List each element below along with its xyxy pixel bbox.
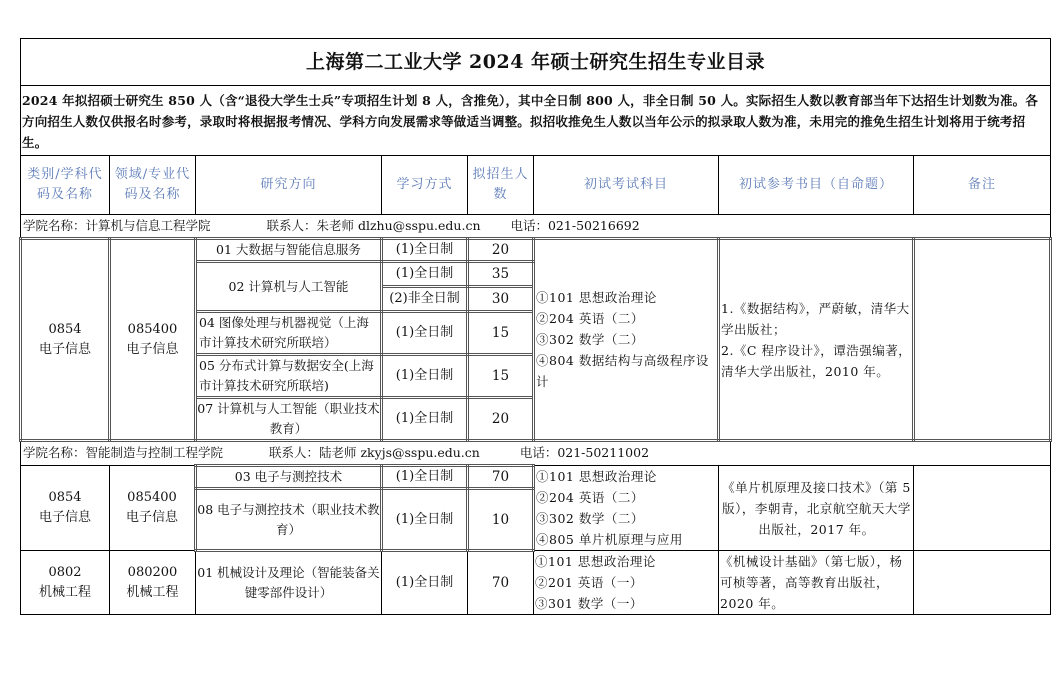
direction-cell: 04 图像处理与机器视觉（上海市计算技术研究所联培） (196, 312, 382, 355)
direction-cell: 02 计算机与人工智能 (196, 262, 382, 312)
mode-cell: (1)全日制 (382, 239, 468, 262)
quota-cell: 70 (468, 466, 534, 489)
catalog-table (19, 38, 1052, 615)
exam-subject: ①101 思想政治理论 (536, 290, 657, 305)
quota-cell: 70 (468, 551, 534, 615)
quota-cell: 10 (468, 489, 534, 551)
direction-cell: 05 分布式计算与数据安全(上海市计算技术研究所联培) (196, 355, 382, 398)
field-cell: 080200 机械工程 (110, 551, 196, 615)
mode-cell: (1)全日制 (382, 312, 468, 355)
mode-cell: (1)全日制 (382, 466, 468, 489)
category-cell: 0802 机械工程 (21, 551, 110, 615)
reference-book: 2.《C 程序设计》，谭浩强编著，清华大学出版社，2010 年。 (721, 342, 912, 379)
header-notes: 备注 (914, 156, 1051, 215)
exam-subjects-cell (534, 551, 719, 615)
reference-books-cell (719, 239, 914, 441)
exam-subject: ①101 思想政治理论 (536, 469, 657, 484)
notes-cell (914, 239, 1051, 441)
notes-cell (914, 466, 1051, 551)
quota-cell: 15 (468, 355, 534, 398)
exam-subjects-cell (534, 466, 719, 551)
quota-cell: 20 (468, 239, 534, 262)
quota-cell: 30 (468, 287, 534, 312)
quota-cell: 20 (468, 398, 534, 441)
mode-cell: (1)全日制 (382, 355, 468, 398)
intro-text: 2024 年拟招硕士研究生 850 人（含“退役大学生士兵”专项招生计划 8 人，含推免），其中全日制 800 人，非全日制 50 人。实际招生人数以教育部当年下达招生计划数为准。各方向招生人数仅供报名时参考，录取时将根据报考情况、学科方向发展需求等做适当调整。拟招收推免生人数以当年公示的拟录取人数为准，未用完的推免生招生计划将用于统考招生。 (21, 86, 1051, 156)
quota-cell: 15 (468, 312, 534, 355)
mode-cell: (1)全日制 (382, 262, 468, 287)
college-phone: 电话：021-50216692 (510, 218, 640, 233)
header-quota: 拟招生人数 (468, 156, 534, 215)
exam-subject: ④804 数据结构与高级程序设计 (536, 353, 709, 389)
header-mode: 学习方式 (382, 156, 468, 215)
college-row (21, 441, 1051, 466)
notes-cell (914, 551, 1051, 615)
college-contact: 联系人：朱老师 dlzhu@sspu.edu.cn (266, 218, 481, 233)
reference-books-cell: 《机械设计基础》（第七版），杨可桢等著，高等教育出版社，2020 年。 (719, 551, 914, 615)
college-contact: 联系人：陆老师 zkyjs@sspu.edu.cn (269, 445, 480, 460)
college-phone: 电话：021-50211002 (519, 445, 650, 460)
exam-subject: ③301 数学（一） (535, 596, 643, 611)
direction-cell: 01 机械设计及理论（智能装备关键零部件设计） (196, 551, 382, 615)
mode-cell: (1)全日制 (382, 489, 468, 551)
direction-cell: 08 电子与测控技术（职业技术教育） (196, 489, 382, 551)
exam-subject: ②204 英语（二） (536, 490, 644, 505)
direction-cell: 07 计算机与人工智能（职业技术教育） (196, 398, 382, 441)
header-field: 领域/专业代码及名称 (110, 156, 196, 215)
exam-subject: ③302 数学（二） (536, 332, 644, 347)
field-cell: 085400 电子信息 (110, 466, 196, 551)
reference-book: 《单片机原理及接口技术》（第 5 版），李朝青，北京航空航天大学出版社，2017 年。 (722, 479, 911, 537)
reference-books-cell (719, 466, 914, 551)
direction-cell: 01 大数据与智能信息服务 (196, 239, 382, 262)
header-category: 类别/学科代码及名称 (21, 156, 110, 215)
exam-subjects-cell (534, 239, 719, 441)
category-cell: 0854 电子信息 (21, 466, 110, 551)
header-direction: 研究方向 (196, 156, 382, 215)
field-cell: 085400 电子信息 (110, 239, 196, 441)
page-title: 上海第二工业大学 2024 年硕士研究生招生专业目录 (21, 39, 1051, 86)
mode-cell: (1)全日制 (382, 398, 468, 441)
header-books: 初试参考书目（自命题） (719, 156, 914, 215)
exam-subject: ②201 英语（一） (535, 575, 643, 590)
college-name: 学院名称：计算机与信息工程学院 (23, 218, 211, 233)
reference-book: 1.《数据结构》，严蔚敏，清华大学出版社； (721, 300, 910, 337)
mode-cell: (1)全日制 (382, 551, 468, 615)
exam-subject: ②204 英语（二） (536, 311, 644, 326)
exam-subject: ③302 数学（二） (536, 511, 644, 526)
college-name: 学院名称：智能制造与控制工程学院 (23, 445, 224, 460)
mode-cell: (2)非全日制 (382, 287, 468, 312)
header-exam: 初试考试科目 (534, 156, 719, 215)
exam-subject: ①101 思想政治理论 (535, 554, 656, 569)
category-cell: 0854 电子信息 (21, 239, 110, 441)
direction-cell: 03 电子与测控技术 (196, 466, 382, 489)
quota-cell: 35 (468, 262, 534, 287)
exam-subject: ④805 单片机原理与应用 (536, 532, 683, 547)
college-row (21, 215, 1051, 239)
